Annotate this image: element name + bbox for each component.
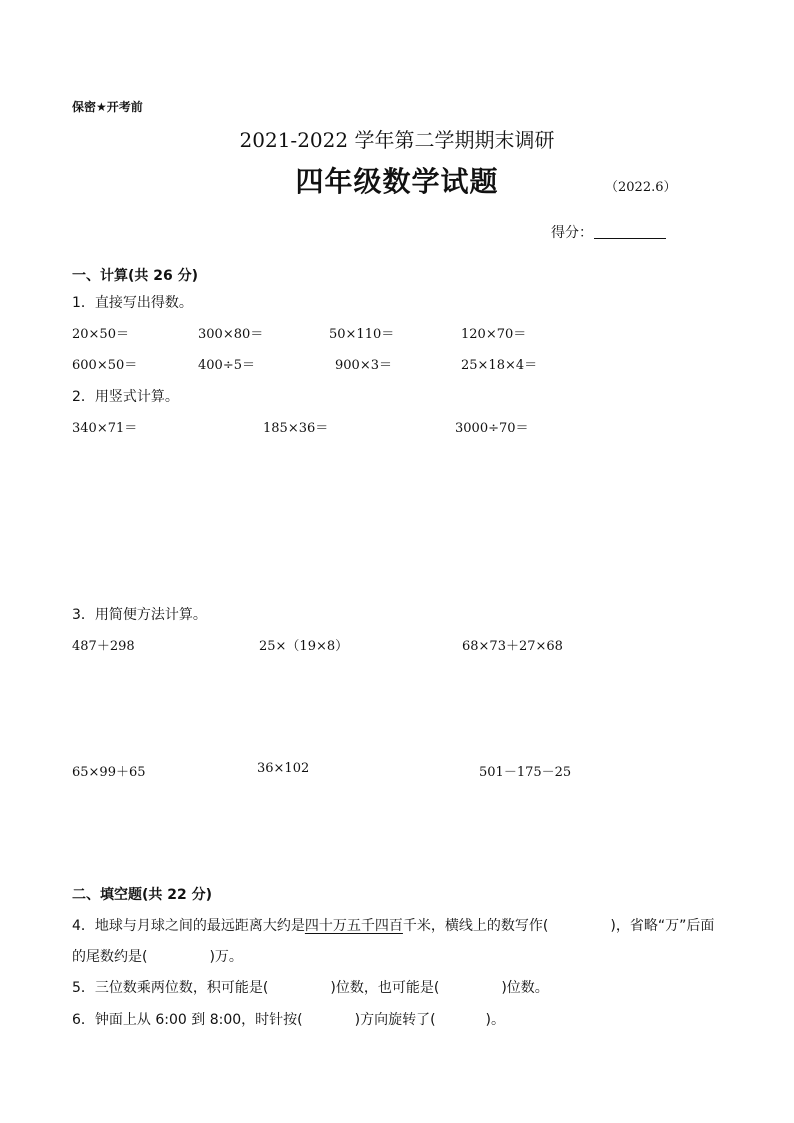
q2-item: 3000÷70＝ [455,421,529,436]
exam-title-line2: 四年级数学试题 [295,165,499,198]
q2-label: 2．用竖式计算。 [72,389,179,405]
q4-text: 的尾数约是( [72,949,148,965]
q4-text: 4．地球与月球之间的最远距离大约是 [72,918,305,934]
q6-text: )方向旋转了( [354,1012,436,1028]
q6-text: )。 [485,1012,506,1028]
q1-item: 900×3＝ [335,358,392,373]
q5-text: )位数。 [501,980,549,996]
q3-label: 3．用简便方法计算。 [72,607,207,623]
q5-text: 5．三位数乘两位数，积可能是( [72,980,269,996]
section1-heading: 一、计算(共 26 分) [72,268,199,284]
q4-text: 千米，横线上的数写作( [402,918,549,934]
confidential-label: 保密★开考前 [72,100,143,114]
q1-item: 20×50＝ [72,327,129,342]
q1-item: 600×50＝ [72,358,138,373]
q1-item: 300×80＝ [198,327,264,342]
q4-text: )，省略“万”后面 [610,918,715,934]
q6-text: 6．钟面上从 6:00 到 8:00，时针按( [72,1012,303,1028]
section2-heading: 二、填空题(共 22 分) [72,887,213,903]
q4-line2 [72,946,243,966]
q6-line [72,1009,505,1029]
q1-label: 1．直接写出得数。 [72,295,193,311]
q3-item: 65×99＋65 [72,765,146,780]
q1-item: 400÷5＝ [198,358,255,373]
q3-item: 487＋298 [72,639,135,654]
q2-item: 340×71＝ [72,421,138,436]
q3-item: 36×102 [257,761,310,776]
q4-text: )万。 [209,949,243,965]
q3-item: 501－175－25 [479,765,572,780]
q4-line1 [72,915,714,935]
exam-title-line1: 2021-2022 学年第二学期期末调研 [239,128,555,152]
q1-item: 120×70＝ [461,327,527,342]
score-blank-line[interactable] [594,238,666,239]
q4-underlined-number: 四十万五千四百 [304,918,403,934]
exam-date: （2022.6） [605,180,677,195]
q1-item: 25×18×4＝ [461,358,538,373]
q5-line [72,977,549,997]
q3-item: 25×（19×8） [259,639,349,654]
q2-item: 185×36＝ [263,421,329,436]
score-label: 得分： [551,225,593,241]
q3-item: 68×73＋27×68 [462,639,563,654]
q5-text: )位数，也可能是( [330,980,440,996]
q1-item: 50×110＝ [329,327,395,342]
